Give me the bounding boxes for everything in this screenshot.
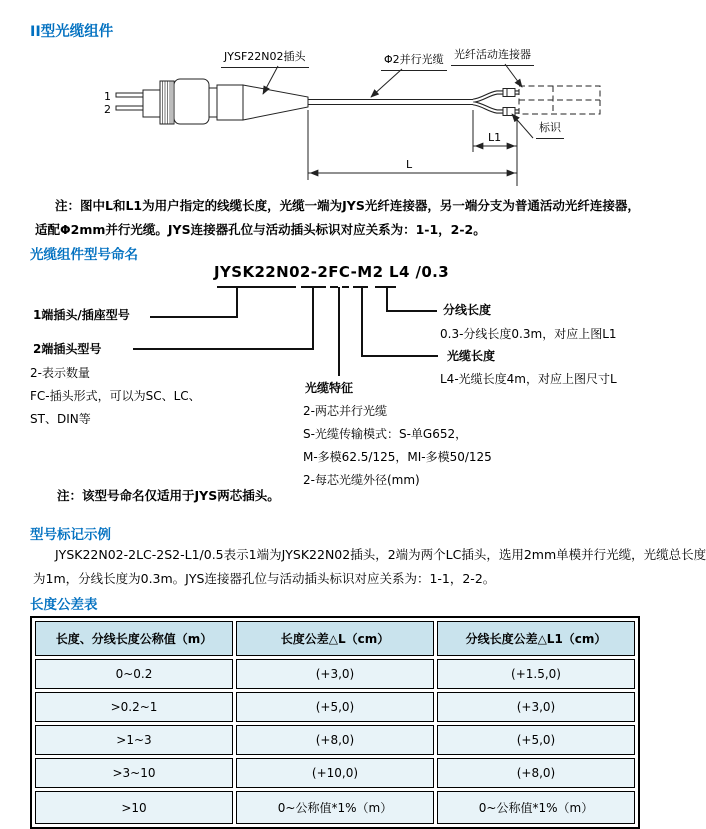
table-row bbox=[35, 725, 635, 755]
cable-length-desc: L4-光缆长度4m，对应上图尺寸L bbox=[440, 372, 617, 386]
col-header-nominal: 长度、分线长度公称值（m） bbox=[35, 621, 233, 656]
table-row bbox=[35, 692, 635, 722]
feature-desc-1: 2-两芯并行光缆 bbox=[303, 404, 387, 418]
pin2-label: 2 bbox=[104, 103, 111, 116]
model-code: JYSK22N02-2FC-M2 L4 /0.3 bbox=[214, 263, 450, 281]
dim-l1-label: L1 bbox=[488, 131, 502, 144]
tolerance-table-heading: 长度公差表 bbox=[30, 597, 98, 613]
cell-branch-tol: 0~公称值*1%（m） bbox=[437, 791, 635, 824]
end2-label: 2端插头型号 bbox=[33, 342, 102, 356]
page-title: II型光缆组件 bbox=[30, 24, 114, 40]
feature-desc-3: M-多模62.5/125，MI-多模50/125 bbox=[303, 450, 492, 464]
cell-branch-tol: (+1.5,0) bbox=[437, 659, 635, 689]
connector-callout-label: 光纤活动连接器 bbox=[451, 46, 534, 66]
plug-callout-label: JYSF22N02插头 bbox=[221, 48, 309, 68]
tolerance-table bbox=[30, 616, 640, 829]
cell-length-tol: 0~公称值*1%（m） bbox=[236, 791, 434, 824]
table-header-row bbox=[35, 621, 635, 656]
dim-l-label: L bbox=[406, 158, 413, 171]
table-row bbox=[35, 791, 635, 824]
cell-length-tol: (+8,0) bbox=[236, 725, 434, 755]
cell-nominal: >10 bbox=[35, 791, 233, 824]
feature-desc-4: 2-每芯光缆外径(mm) bbox=[303, 473, 420, 487]
branch-length-label: 分线长度 bbox=[443, 303, 492, 317]
naming-tree-lines bbox=[133, 287, 438, 376]
cell-nominal: 0~0.2 bbox=[35, 659, 233, 689]
cell-length-tol: (+5,0) bbox=[236, 692, 434, 722]
feature-label: 光缆特征 bbox=[305, 381, 354, 395]
table-row bbox=[35, 758, 635, 788]
cable-drawing bbox=[116, 64, 600, 186]
example-line1: JYSK22N02-2LC-2S2-L1/0.5表示1端为JYSK22N02插头，2端为两个LC插头，选用2mm单模并行光缆，光缆总长度 bbox=[55, 547, 706, 562]
end2-desc-1: 2-表示数量 bbox=[30, 366, 90, 380]
end2-desc-2: FC-插头形式，可以为SC、LC、 bbox=[30, 389, 201, 403]
cell-branch-tol: (+5,0) bbox=[437, 725, 635, 755]
example-heading: 型号标记示例 bbox=[30, 527, 111, 543]
top-note-line2: 适配Φ2mm并行光缆。JYS连接器孔位与活动插头标识对应关系为：1-1，2-2。 bbox=[35, 222, 486, 237]
branch-length-desc: 0.3-分线长度0.3m，对应上图L1 bbox=[440, 327, 617, 341]
cell-branch-tol: (+8,0) bbox=[437, 758, 635, 788]
feature-desc-2: S-光缆传输模式：S-单G652， bbox=[303, 427, 468, 441]
cell-nominal: >0.2~1 bbox=[35, 692, 233, 722]
dashed-connector-outline bbox=[519, 86, 600, 114]
end2-desc-3: ST、DIN等 bbox=[30, 412, 91, 426]
top-note-line1: 注：图中L和L1为用户指定的线缆长度，光缆一端为JYS光纤连接器，另一端分支为普通活动光纤连接器， bbox=[55, 198, 640, 213]
mark-callout-label: 标识 bbox=[536, 119, 564, 139]
cell-nominal: >3~10 bbox=[35, 758, 233, 788]
cell-length-tol: (+10,0) bbox=[236, 758, 434, 788]
pin1-label: 1 bbox=[104, 90, 111, 103]
col-header-branch-tol: 分线长度公差△L1（cm） bbox=[437, 621, 635, 656]
cell-branch-tol: (+3,0) bbox=[437, 692, 635, 722]
example-line2: 为1m，分线长度为0.3m。JYS连接器孔位与活动插头标识对应关系为：1-1，2-2。 bbox=[33, 571, 496, 586]
table-row bbox=[35, 659, 635, 689]
cable-length-label: 光缆长度 bbox=[447, 349, 496, 363]
end1-label: 1端插头/插座型号 bbox=[33, 308, 130, 322]
naming-heading: 光缆组件型号命名 bbox=[30, 247, 138, 263]
naming-note: 注：该型号命名仅适用于JYS两芯插头。 bbox=[57, 488, 280, 503]
cable-callout-label: Φ2并行光缆 bbox=[381, 51, 447, 71]
cell-length-tol: (+3,0) bbox=[236, 659, 434, 689]
col-header-length-tol: 长度公差△L（cm） bbox=[236, 621, 434, 656]
cell-nominal: >1~3 bbox=[35, 725, 233, 755]
